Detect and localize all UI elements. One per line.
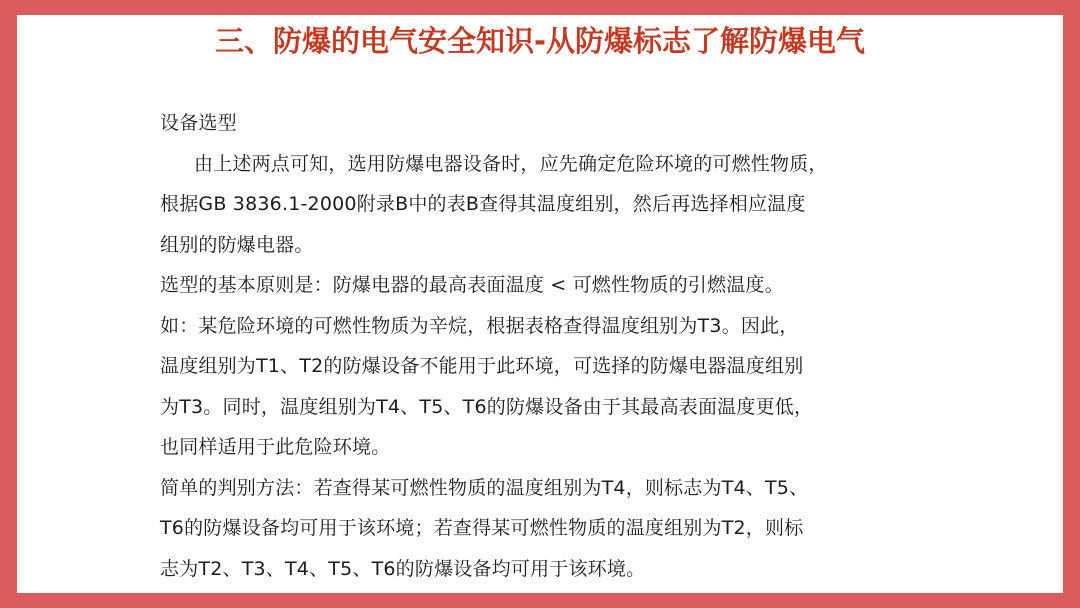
paragraph-line: 组别的防爆电器。 xyxy=(160,233,314,256)
example-line: 也同样适用于此危险环境。 xyxy=(160,436,391,458)
method-line: T6的防爆设备均可用于该环境；若查得某可燃性物质的温度组别为T2，则标 xyxy=(160,517,804,539)
slide-body xyxy=(160,103,980,589)
example-line: 为T3。同时，温度组别为T4、T5、T6的防爆设备由于其最高表面温度更低， xyxy=(160,395,814,418)
slide-title: 三、防爆的电气安全知识-从防爆标志了解防爆电气 xyxy=(214,24,866,58)
example-line: 如：某危险环境的可燃性物质为辛烷，根据表格查得温度组别为T3。因此， xyxy=(160,314,799,337)
slide xyxy=(17,15,1063,593)
paragraph-line: 根据GB 3836.1-2000附录B中的表B查得其温度组别，然后再选择相应温度 xyxy=(160,193,806,215)
example-line: 温度组别为T1、T2的防爆设备不能用于此环境，可选择的防爆电器温度组别 xyxy=(160,355,804,377)
paragraph-line: 由上述两点可知，选用防爆电器设备时，应先确定危险环境的可燃性物质， xyxy=(194,152,828,175)
principle-line: 选型的基本原则是：防爆电器的最高表面温度 < 可燃性物质的引燃温度。 xyxy=(160,274,784,296)
method-line: 志为T2、T3、T4、T5、T6的防爆设备均可用于该环境。 xyxy=(160,557,646,580)
section-heading: 设备选型 xyxy=(160,112,237,134)
method-line: 简单的判别方法：若查得某可燃性物质的温度组别为T4，则标志为T4、T5、 xyxy=(160,476,809,499)
